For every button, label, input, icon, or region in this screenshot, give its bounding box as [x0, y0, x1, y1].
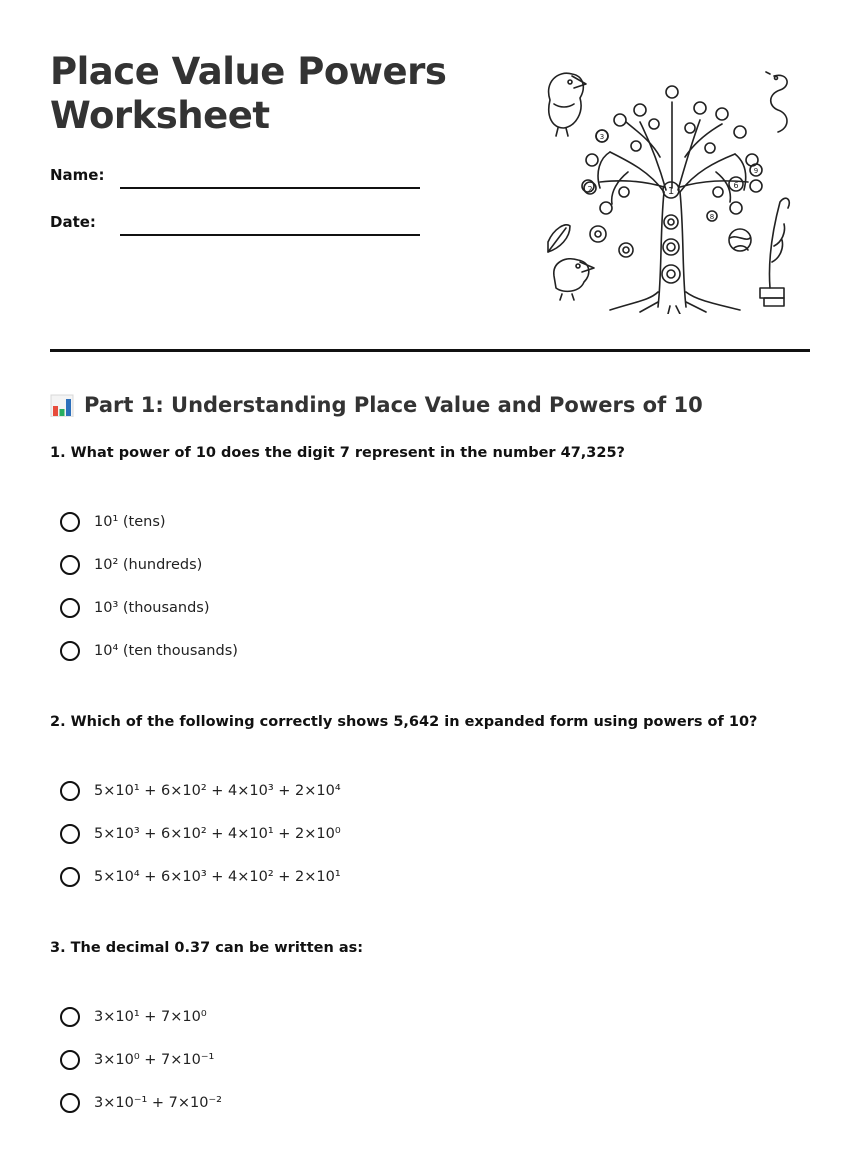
q2-option-b[interactable]	[60, 821, 341, 847]
q1-option-a[interactable]	[60, 509, 166, 535]
section-divider	[50, 349, 810, 352]
bar-chart-icon	[50, 393, 74, 417]
radio-button[interactable]	[60, 1093, 80, 1113]
tree-number: 8	[709, 213, 715, 221]
q3-option-b[interactable]	[60, 1047, 214, 1073]
title-line-1: Place Value Powers	[50, 50, 447, 93]
question-1: 1. What power of 10 does the digit 7 represent in the number 47,325?	[50, 445, 625, 461]
option-label: 10³ (thousands)	[94, 600, 210, 616]
q1-option-b[interactable]	[60, 552, 202, 578]
option-label: 3×10¹ + 7×10⁰	[94, 1009, 207, 1025]
radio-button[interactable]	[60, 641, 80, 661]
q3-option-a[interactable]	[60, 1004, 207, 1030]
worksheet-title	[50, 50, 446, 138]
question-3: 3. The decimal 0.37 can be written as:	[50, 940, 364, 956]
date-field[interactable]	[120, 234, 420, 236]
radio-button[interactable]	[60, 1050, 80, 1070]
radio-button[interactable]	[60, 867, 80, 887]
q1-option-d[interactable]	[60, 638, 238, 664]
q2-option-c[interactable]	[60, 864, 341, 890]
option-label: 10² (hundreds)	[94, 557, 203, 573]
section-heading	[50, 390, 703, 420]
radio-button[interactable]	[60, 555, 80, 575]
radio-button[interactable]	[60, 781, 80, 801]
radio-button[interactable]	[60, 512, 80, 532]
name-label: Name:	[50, 166, 105, 184]
q2-option-a[interactable]	[60, 778, 341, 804]
radio-button[interactable]	[60, 824, 80, 844]
tree-number: 1	[667, 186, 675, 197]
radio-button[interactable]	[60, 598, 80, 618]
radio-button[interactable]	[60, 1007, 80, 1027]
option-label: 10⁴ (ten thousands)	[94, 643, 238, 659]
option-label: 10¹ (tens)	[94, 514, 166, 530]
tree-number: 9	[753, 167, 759, 175]
number-tree-illustration	[540, 62, 798, 314]
q1-option-c[interactable]	[60, 595, 210, 621]
option-label: 5×10³ + 6×10² + 4×10¹ + 2×10⁰	[94, 826, 341, 842]
tree-number: 3	[599, 133, 605, 141]
title-line-2: Worksheet	[50, 94, 270, 137]
question-2: 2. Which of the following correctly shows 5,642 in expanded form using powers of 10?	[50, 714, 758, 730]
option-label: 3×10⁻¹ + 7×10⁻²	[94, 1095, 222, 1111]
name-field[interactable]	[120, 187, 420, 189]
tree-number: 2	[587, 185, 593, 194]
date-label: Date:	[50, 213, 96, 231]
section-title: Part 1: Understanding Place Value and Powers of 10	[84, 393, 703, 417]
tree-number: 6	[733, 181, 739, 190]
q3-option-c[interactable]	[60, 1090, 222, 1116]
option-label: 5×10¹ + 6×10² + 4×10³ + 2×10⁴	[94, 783, 341, 799]
option-label: 5×10⁴ + 6×10³ + 4×10² + 2×10¹	[94, 869, 341, 885]
option-label: 3×10⁰ + 7×10⁻¹	[94, 1052, 215, 1068]
